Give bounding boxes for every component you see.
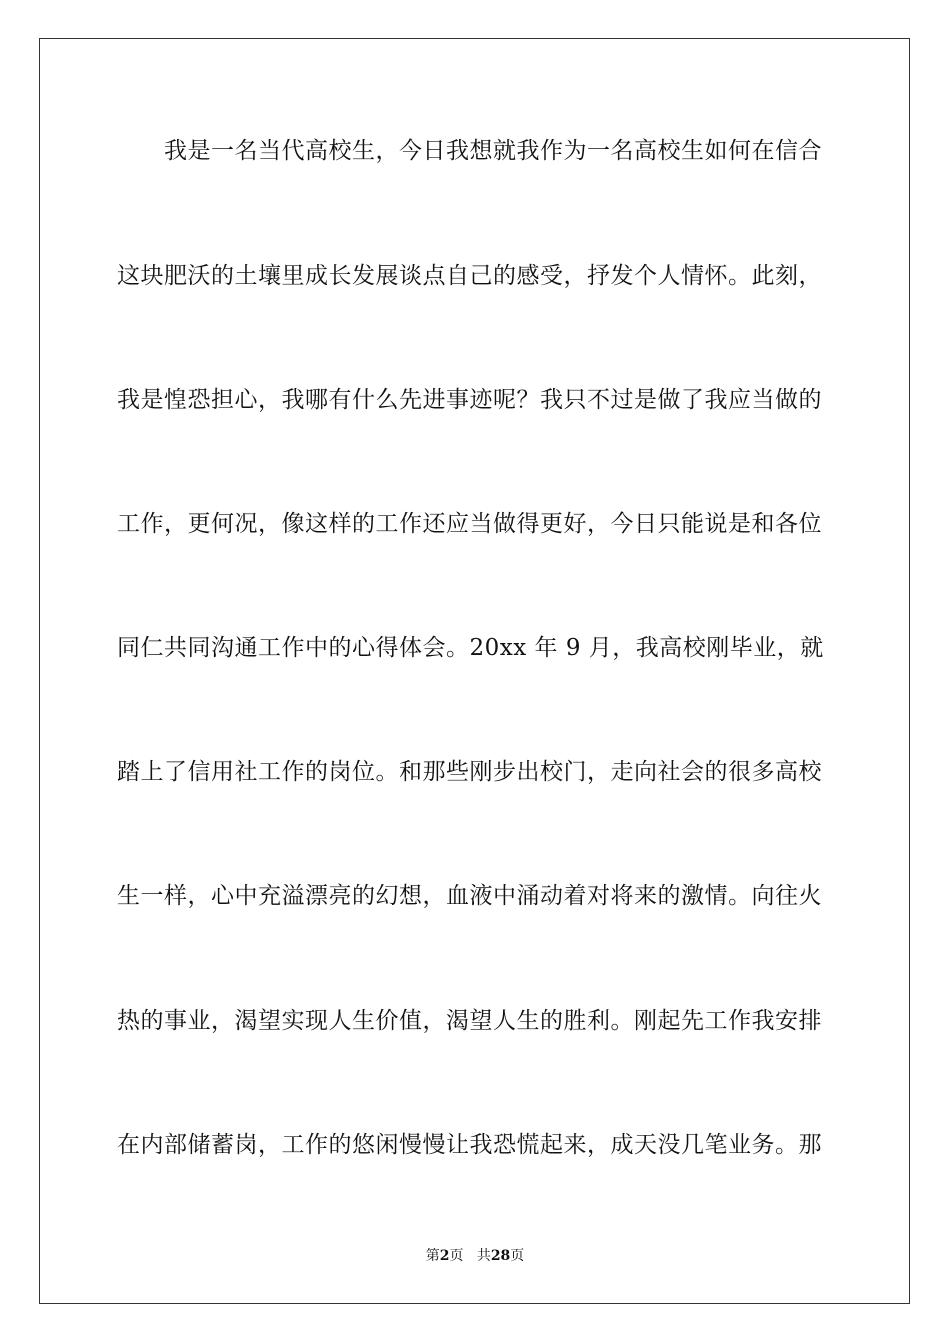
page-footer xyxy=(0,1247,950,1265)
footer-total-pages: 28 xyxy=(490,1248,511,1264)
footer-page-suffix: 页 xyxy=(449,1248,464,1264)
page-border xyxy=(39,38,910,1304)
footer-page-prefix: 第 xyxy=(425,1248,440,1264)
footer-total-suffix: 页 xyxy=(510,1248,525,1264)
paragraph-line: 热的事业，渴望实现人生价值，渴望人生的胜利。刚起先工作我安排 xyxy=(117,1008,822,1034)
paragraph-line: 生一样，心中充溢漂亮的幻想，血液中涌动着对将来的激情。向往火 xyxy=(117,883,822,909)
paragraph-line: 同仁共同沟通工作中的心得体会。20xx 年 9 月，我高校刚毕业，就 xyxy=(117,635,824,661)
paragraph-line: 在内部储蓄岗，工作的悠闲慢慢让我恐慌起来，成天没几笔业务。那 xyxy=(117,1132,822,1158)
paragraph-line: 踏上了信用社工作的岗位。和那些刚步出校门，走向社会的很多高校 xyxy=(117,759,822,785)
footer-total-prefix: 共 xyxy=(476,1248,491,1264)
paragraph-line: 工作，更何况，像这样的工作还应当做得更好，今日只能说是和各位 xyxy=(117,511,822,537)
paragraph-line: 这块肥沃的土壤里成长发展谈点自己的感受，抒发个人情怀。此刻， xyxy=(117,263,822,289)
footer-page-number: 2 xyxy=(439,1248,450,1264)
paragraph-line: 我是惶恐担心，我哪有什么先进事迹呢？我只不过是做了我应当做的 xyxy=(117,387,822,413)
paragraph-line: 我是一名当代高校生，今日我想就我作为一名高校生如何在信合 xyxy=(164,138,822,164)
